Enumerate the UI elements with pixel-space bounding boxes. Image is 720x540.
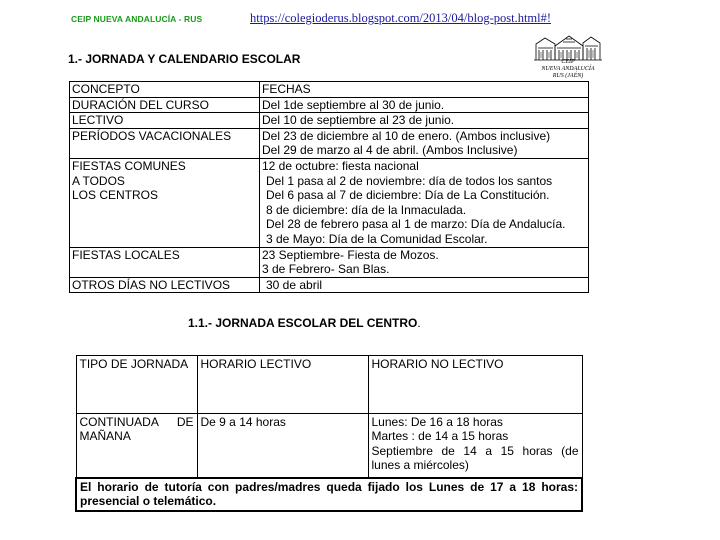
concept-cell (70, 113, 260, 129)
header-tipo-jornada: TIPO DE JORNADA (76, 356, 197, 414)
concept-line: PERÍODOS VACACIONALES (72, 128, 232, 143)
no-lectivo-line: Martes : de 14 a 15 horas (371, 429, 509, 444)
table-row (70, 158, 589, 247)
header-horario-lectivo: HORARIO LECTIVO (197, 356, 368, 414)
date-line: Del 29 de marzo al 4 de abril. (Ambos Inclusive) (262, 143, 518, 158)
tutoring-note-line: presencial o telemático. (80, 494, 217, 509)
header-fechas: FECHAS (260, 82, 589, 98)
dates-cell (260, 97, 589, 113)
section-title-calendar: 1.- JORNADA Y CALENDARIO ESCOLAR (68, 52, 301, 66)
concept-line: DURACIÓN DEL CURSO (72, 97, 209, 112)
no-lectivo-line: lunes a miércoles) (371, 458, 469, 473)
dates-cell (260, 247, 589, 277)
date-line: 23 Septiembre- Fiesta de Mozos. (262, 247, 439, 262)
concept-cell (70, 158, 260, 247)
no-lectivo-line: Septiembre de 14 a 15 horas (de (371, 443, 579, 458)
date-line: Del 1 pasa al 2 de noviembre: día de todos los santos (266, 173, 553, 188)
logo-line-1: CEIP (561, 59, 575, 65)
date-line: 12 de octubre: fiesta nacional (262, 158, 419, 173)
date-line: 3 de Febrero- San Blas. (262, 262, 390, 277)
dates-cell (260, 128, 589, 158)
date-line: 3 de Mayo: Día de la Comunidad Escolar. (266, 231, 488, 246)
school-name: CEIP NUEVA ANDALUCÍA - RUS (71, 14, 203, 24)
jornada-type-word: CONTINUADA (79, 415, 159, 429)
jornada-type-line: MAÑANA (79, 429, 131, 444)
dates-cell (260, 158, 589, 247)
table-row (76, 414, 582, 479)
header-concepto: CONCEPTO (70, 82, 260, 98)
horario-lectivo-cell: De 9 a 14 horas (197, 414, 368, 479)
concept-line: LOS CENTROS (72, 188, 159, 203)
table-row (70, 277, 589, 293)
date-line: 30 de abril (266, 277, 323, 292)
jornada-type-line (80, 415, 194, 429)
section-title-text: 1.1.- JORNADA ESCOLAR DEL CENTRO (188, 316, 418, 330)
table-row (70, 247, 589, 277)
section-title-period: . (417, 316, 421, 330)
concept-line: A TODOS (72, 173, 125, 188)
date-line: 8 de diciembre: día de la Inmaculada. (266, 202, 467, 217)
section-title-schedule (188, 316, 421, 330)
no-lectivo-line: Lunes: De 16 a 18 horas (371, 415, 503, 429)
logo-line-3: RUS (JAÉN) (552, 73, 584, 79)
concept-cell (70, 277, 260, 293)
concept-line: FIESTAS LOCALES (72, 247, 180, 262)
date-line: Del 6 pasa al 7 de diciembre: Día de La Constitución. (266, 188, 550, 203)
table-row (70, 128, 589, 158)
dates-cell (260, 113, 589, 129)
schedule-table (75, 355, 583, 512)
header-horario-no-lectivo: HORARIO NO LECTIVO (368, 356, 582, 414)
tutoring-note-cell (76, 478, 582, 511)
table-header-row (76, 356, 582, 414)
date-line: Del 23 de diciembre al 10 de enero. (Ambos inclusive) (262, 128, 551, 143)
table-row (76, 478, 582, 511)
logo-line-2: NUEVA ANDALUCÍA (541, 66, 595, 72)
concept-cell (70, 128, 260, 158)
date-line: Del 28 de febrero pasa al 1 de marzo: Día de Andalucía. (266, 217, 566, 232)
table-header-row (70, 82, 589, 98)
table-row (70, 113, 589, 129)
table-row (70, 97, 589, 113)
concept-line: OTROS DÍAS NO LECTIVOS (72, 277, 231, 292)
concept-cell (70, 97, 260, 113)
date-line: Del 1de septiembre al 30 de junio. (262, 97, 445, 112)
concept-line: LECTIVO (72, 113, 124, 128)
horario-no-lectivo-cell (368, 414, 582, 479)
dates-cell (260, 277, 589, 293)
tutoring-note-line: El horario de tutoría con padres/madres queda fijado los Lunes de 17 a 18 horas: (80, 480, 578, 494)
calendar-table (69, 81, 589, 293)
blog-url-link[interactable]: https://colegioderus.blogspot.com/2013/04/blog-post.html#! (250, 11, 552, 25)
date-line: Del 10 de septiembre al 23 de junio. (262, 113, 455, 128)
jornada-type-cell (76, 414, 197, 479)
concept-line: FIESTAS COMUNES (72, 158, 186, 173)
jornada-type-word: DE (176, 415, 194, 429)
concept-cell (70, 247, 260, 277)
